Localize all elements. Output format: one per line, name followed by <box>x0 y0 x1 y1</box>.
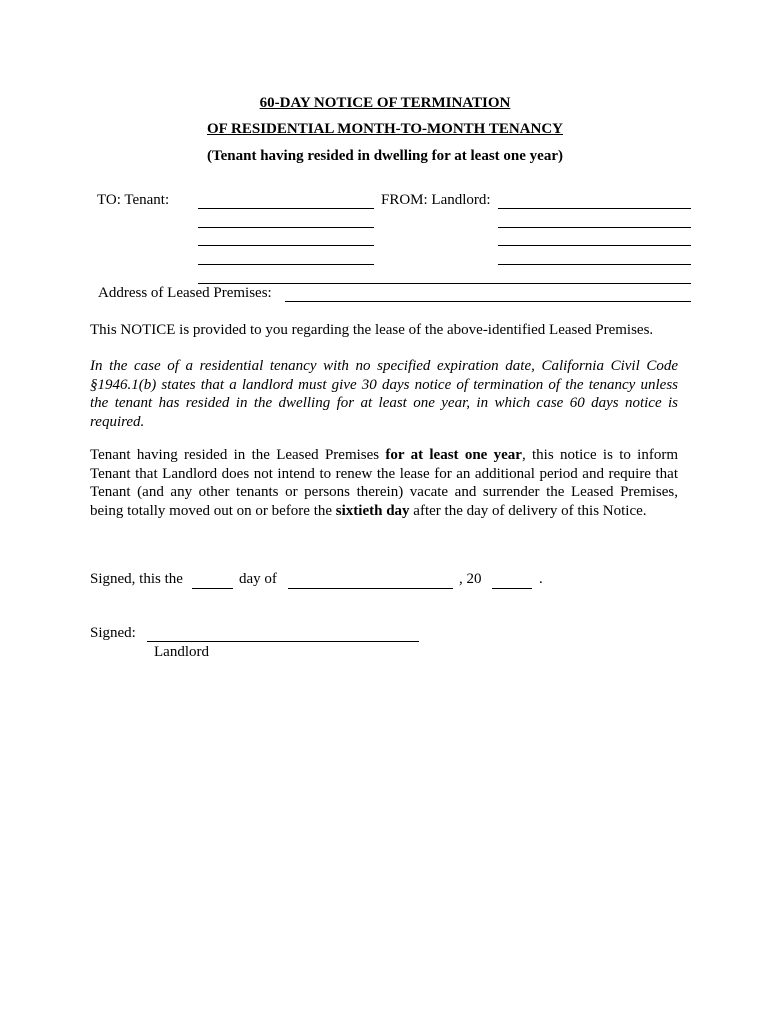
landlord-name-line-1[interactable] <box>498 208 691 209</box>
date-period: . <box>539 571 543 587</box>
tenant-name-line-1[interactable] <box>198 208 374 209</box>
to-tenant-label: TO: Tenant: <box>97 192 170 208</box>
landlord-role-label: Landlord <box>154 644 209 660</box>
address-line-upper[interactable] <box>198 283 691 284</box>
tenant-name-line-2[interactable] <box>198 227 374 228</box>
day-of-label: day of <box>239 571 277 587</box>
notice-intro: This NOTICE is provided to you regarding the lease of the above-identified Leased Premises. <box>90 322 654 338</box>
body-paragraph: Tenant having resided in the Leased Premises for at least one year, this notice is to inform Tenant that Landlord does not intend to renew the lease for an additional period and require that Tenant (and any other tenants or persons therein) vacate and surrender the Leased Premises, being totally moved out on or before the sixtieth day after the day of delivery of this Notice. <box>90 447 678 519</box>
year-blank[interactable] <box>492 588 532 589</box>
day-blank[interactable] <box>192 588 233 589</box>
tenant-name-line-4[interactable] <box>198 264 374 265</box>
civil-code-paragraph: In the case of a residential tenancy with no specified expiration date, California Civil Code §1946.1(b) states that a landlord must give 30 days notice of termination of the tenancy unless the tenant has resided in the dwelling for at least one year, in which case 60 days notice is required. <box>90 358 678 430</box>
address-line[interactable] <box>285 301 691 302</box>
landlord-name-line-4[interactable] <box>498 264 691 265</box>
title-line-1: 60-DAY NOTICE OF TERMINATION <box>259 95 511 111</box>
signature-line[interactable] <box>147 641 419 642</box>
title-line-2: OF RESIDENTIAL MONTH-TO-MONTH TENANCY <box>206 121 563 137</box>
month-blank[interactable] <box>288 588 453 589</box>
tenant-name-line-3[interactable] <box>198 245 374 246</box>
landlord-name-line-2[interactable] <box>498 227 691 228</box>
landlord-name-line-3[interactable] <box>498 245 691 246</box>
address-label: Address of Leased Premises: <box>98 285 272 301</box>
signed-label: Signed: <box>90 625 136 641</box>
signed-this-label: Signed, this the <box>90 571 183 587</box>
from-landlord-label: FROM: Landlord: <box>381 192 491 208</box>
title-line-3: (Tenant having resided in dwelling for at least one year) <box>207 148 563 164</box>
year-prefix: , 20 <box>459 571 482 587</box>
